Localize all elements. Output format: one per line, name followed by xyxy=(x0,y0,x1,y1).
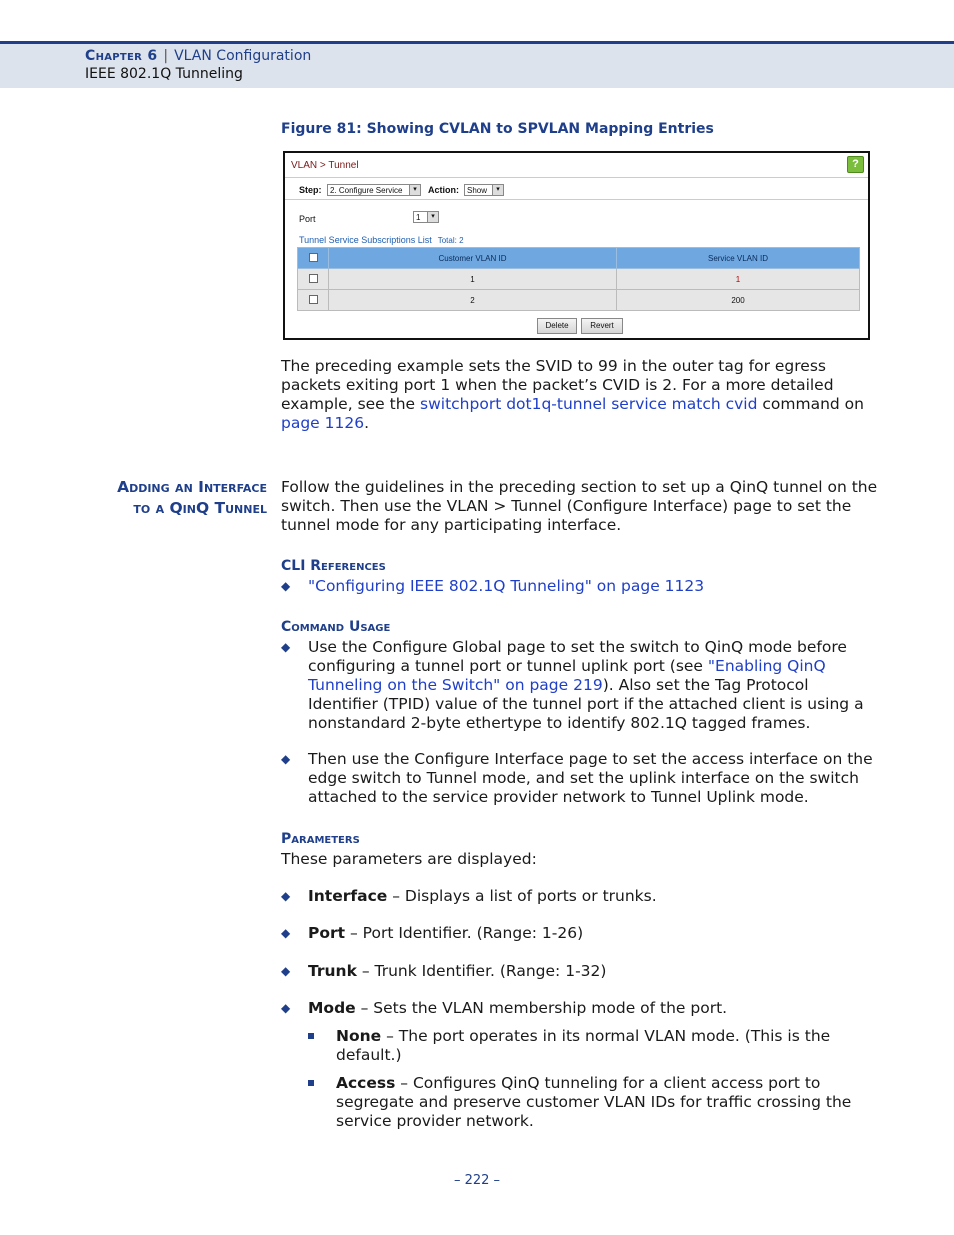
parameter-text xyxy=(308,999,873,1018)
parameter-text xyxy=(308,887,873,906)
intro-text: The preceding example sets the SVID to 99 in the outer tag for egress packets exiting port 1 when the packet’s CVID is 2. For a more detailed example, see the xyxy=(281,357,834,413)
parameter-desc: – Trunk Identifier. (Range: 1-32) xyxy=(356,962,607,980)
intro-paragraph xyxy=(281,357,881,433)
section-heading xyxy=(60,477,267,519)
command-link[interactable]: switchport dot1q-tunnel service match cvid xyxy=(420,395,758,413)
intro-text: . xyxy=(364,414,370,432)
table-row xyxy=(298,269,860,290)
chevron-down-icon: ▾ xyxy=(427,212,438,222)
divider xyxy=(285,199,868,200)
step-label: Step: xyxy=(299,185,322,195)
action-select-value: Show xyxy=(467,186,488,195)
row-checkbox[interactable] xyxy=(309,295,318,304)
service-vlan-cell: 1 xyxy=(617,269,860,290)
row-checkbox-cell xyxy=(298,290,329,311)
help-icon[interactable]: ? xyxy=(847,156,864,173)
list-total: Total: 2 xyxy=(437,236,464,245)
customer-vlan-cell: 2 xyxy=(329,290,617,311)
diamond-bullet-icon: ◆ xyxy=(281,579,291,593)
enabling-qinq-link[interactable]: "Enabling QinQ Tunneling on the Switch" on page 219 xyxy=(308,657,826,694)
diamond-bullet-icon: ◆ xyxy=(281,640,291,654)
usage-heading: Command Usage xyxy=(281,619,391,635)
mode-desc: – Configures QinQ tunneling for a client access port to segregate and preserve customer VLAN IDs for traffic crossing the service provider network. xyxy=(336,1074,852,1130)
square-bullet-icon xyxy=(308,1033,314,1039)
header-separator: | xyxy=(163,48,169,64)
chapter-label: Chapter 6 xyxy=(85,48,158,64)
figure-screenshot xyxy=(283,151,870,340)
section-title: IEEE 802.1Q Tunneling xyxy=(85,66,243,82)
tunnel-service-table xyxy=(297,247,860,311)
select-all-cell xyxy=(298,248,329,269)
parameter-text xyxy=(308,924,873,943)
diamond-bullet-icon: ◆ xyxy=(281,752,291,766)
parameter-term: Trunk xyxy=(308,962,357,980)
list-title xyxy=(299,235,464,245)
list-title-text: Tunnel Service Subscriptions List xyxy=(299,235,432,245)
page-link[interactable]: page 1126 xyxy=(281,414,365,432)
parameter-desc: – Port Identifier. (Range: 1-26) xyxy=(345,924,584,942)
page-header xyxy=(0,41,954,88)
table-header-row xyxy=(298,248,860,269)
square-bullet-icon xyxy=(308,1080,314,1086)
intro-text: command on xyxy=(757,395,864,413)
diamond-bullet-icon: ◆ xyxy=(281,926,291,940)
usage-text xyxy=(308,638,873,733)
parameter-desc: – Sets the VLAN membership mode of the port. xyxy=(355,999,728,1017)
parameter-term: Interface xyxy=(308,887,388,905)
usage-text: Then use the Configure Interface page to set the access interface on the edge switch to Tunnel mode, and set the uplink interface on the switch attached to the service provider network to Tunnel Uplink mode. xyxy=(308,750,873,806)
ui-breadcrumb: VLAN > Tunnel xyxy=(291,160,359,171)
section-body: Follow the guidelines in the preceding section to set up a QinQ tunnel on the switch. Then use the VLAN > Tunnel (Configure Interface) page to set the tunnel mode for any participating interface. xyxy=(281,478,878,534)
table-row xyxy=(298,290,860,311)
diamond-bullet-icon: ◆ xyxy=(281,964,291,978)
port-select-value: 1 xyxy=(416,213,421,222)
cli-reference-link[interactable]: "Configuring IEEE 802.1Q Tunneling" on page 1123 xyxy=(308,577,705,595)
parameters-heading: Parameters xyxy=(281,831,360,847)
service-vlan-cell: 200 xyxy=(617,290,860,311)
delete-button[interactable]: Delete xyxy=(537,318,577,334)
port-label: Port xyxy=(299,214,316,224)
customer-vlan-cell: 1 xyxy=(329,269,617,290)
diamond-bullet-icon: ◆ xyxy=(281,889,291,903)
column-header: Service VLAN ID xyxy=(617,248,860,269)
mode-desc: – The port operates in its normal VLAN mode. (This is the default.) xyxy=(336,1027,831,1064)
step-select-value: 2. Configure Service xyxy=(330,186,403,195)
parameter-term: Port xyxy=(308,924,346,942)
port-select[interactable] xyxy=(413,211,439,223)
chapter-title: VLAN Configuration xyxy=(174,48,312,64)
figure-caption: Figure 81: Showing CVLAN to SPVLAN Mapping Entries xyxy=(281,121,714,137)
select-all-checkbox[interactable] xyxy=(309,253,318,262)
column-header: Customer VLAN ID xyxy=(329,248,617,269)
parameter-desc: – Displays a list of ports or trunks. xyxy=(387,887,657,905)
action-select[interactable] xyxy=(464,184,504,196)
row-checkbox-cell xyxy=(298,269,329,290)
parameters-intro: These parameters are displayed: xyxy=(281,850,537,868)
parameter-text xyxy=(308,962,873,981)
chevron-down-icon: ▾ xyxy=(409,185,420,195)
chapter-line xyxy=(85,48,311,64)
section-heading-line: to a QinQ Tunnel xyxy=(133,499,267,517)
mode-term: None xyxy=(336,1027,382,1045)
row-checkbox[interactable] xyxy=(309,274,318,283)
page-number: – 222 – xyxy=(453,1173,501,1188)
cli-heading: CLI References xyxy=(281,558,386,574)
chevron-down-icon: ▾ xyxy=(492,185,503,195)
usage-text-part: Use the Configure Global page to set the switch to QinQ mode before configuring a tunnel port or tunnel uplink port (see xyxy=(308,638,847,675)
diamond-bullet-icon: ◆ xyxy=(281,1001,291,1015)
step-select[interactable] xyxy=(327,184,421,196)
mode-option-text xyxy=(336,1027,868,1065)
section-heading-line: Adding an Interface xyxy=(117,478,267,496)
revert-button[interactable]: Revert xyxy=(581,318,623,334)
usage-text-part: ). Also set the Tag Protocol Identifier (TPID) value of the tunnel port if the attached client is using a nonstandard 2-byte ethertype to identify 802.1Q tagged frames. xyxy=(308,676,864,732)
mode-option-text xyxy=(336,1074,868,1131)
action-label: Action: xyxy=(428,185,459,195)
mode-term: Access xyxy=(336,1074,396,1092)
divider xyxy=(285,177,868,178)
parameter-term: Mode xyxy=(308,999,356,1017)
